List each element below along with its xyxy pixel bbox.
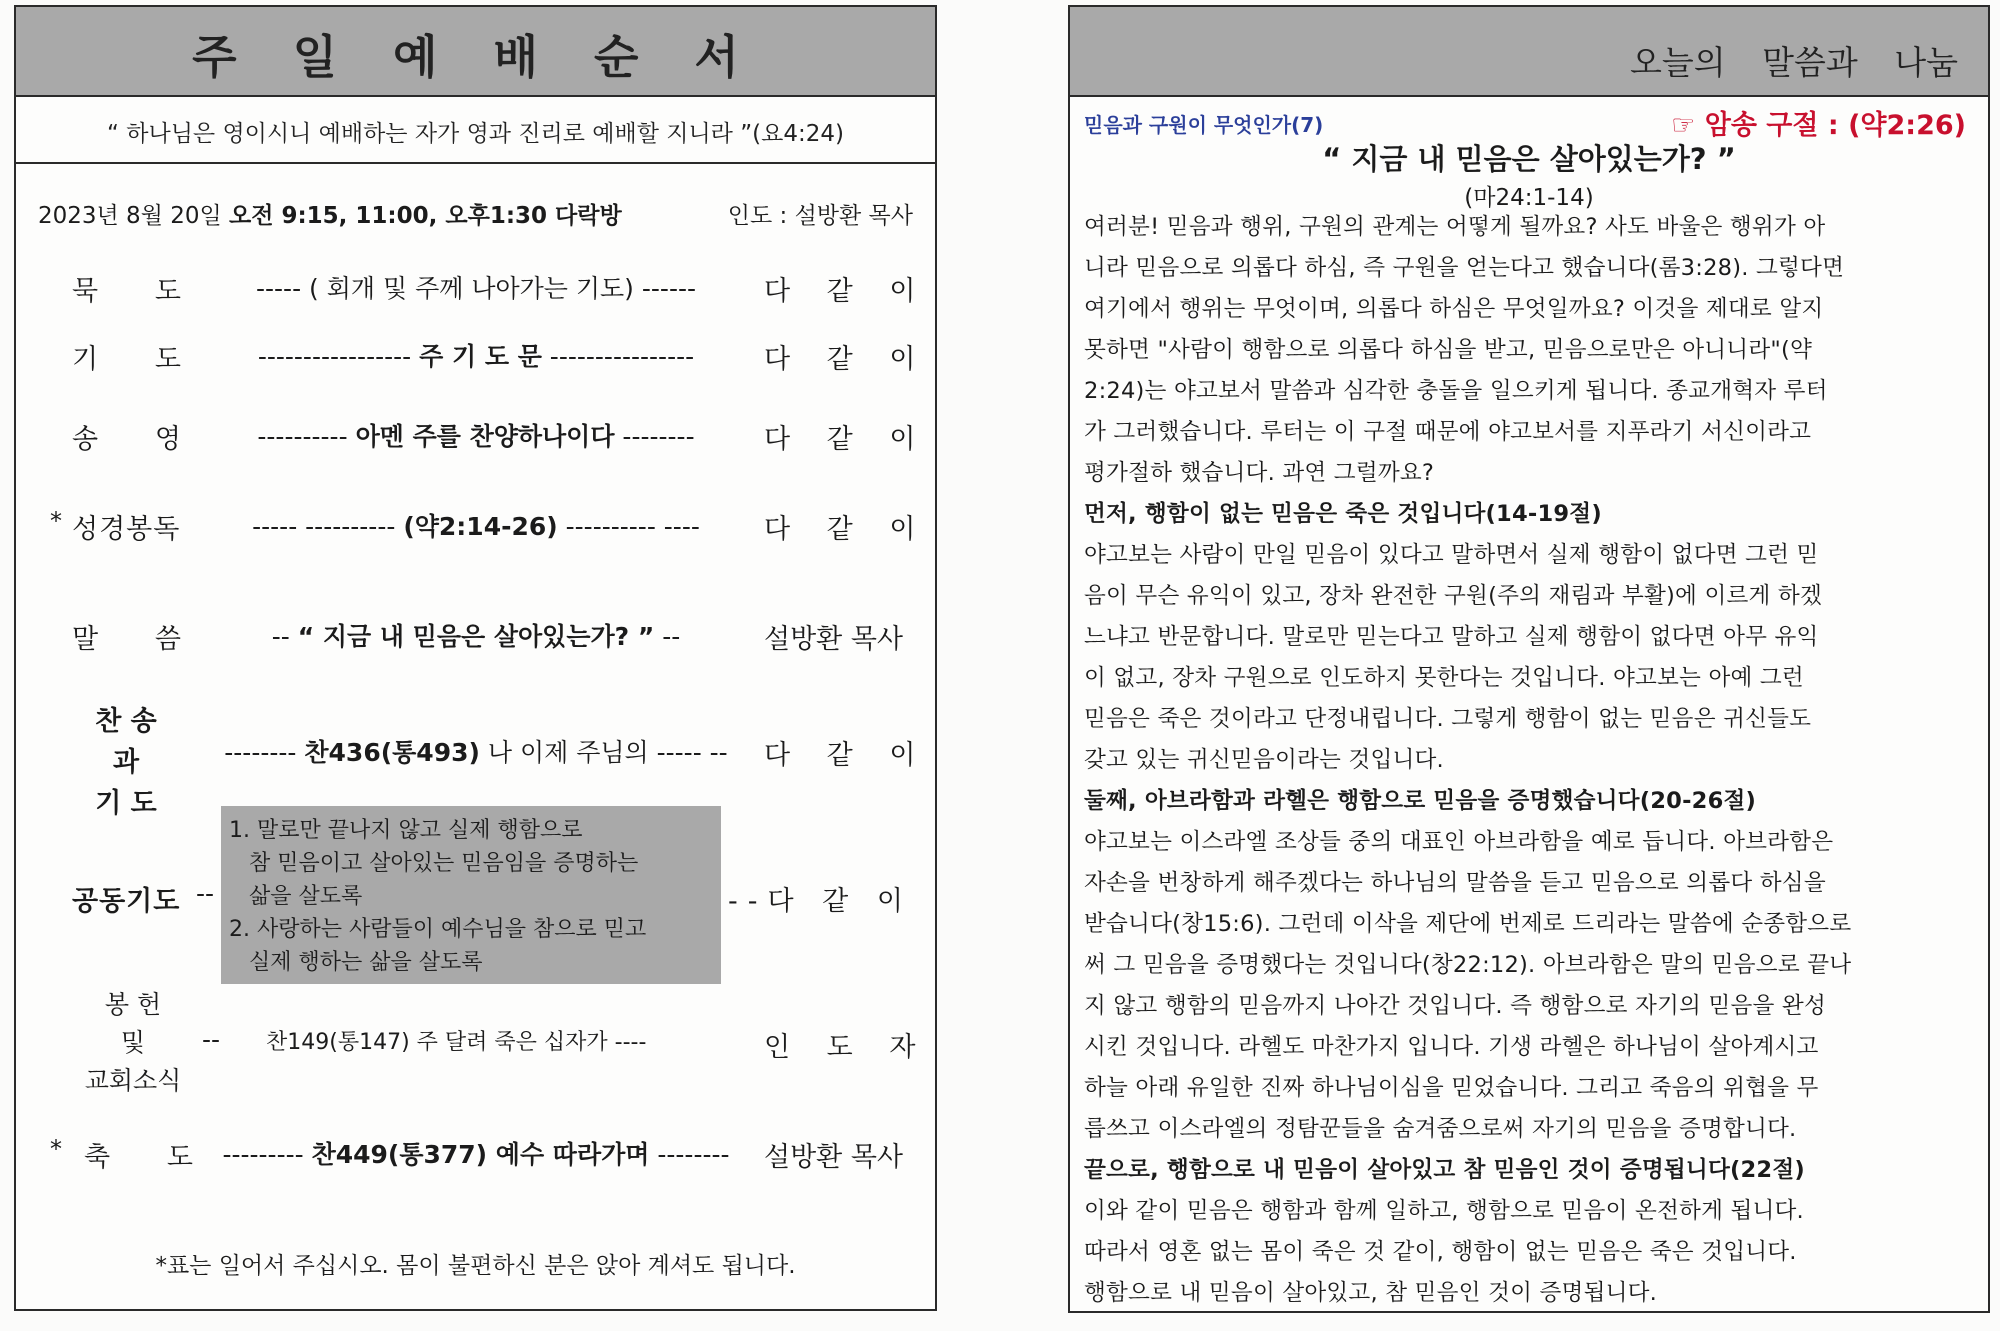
worship-item-offering: [16, 1025, 935, 1065]
item-participants: 다 같 이: [764, 344, 930, 375]
item-detail: ----------------- 주 기 도 문 ----------------: [257, 342, 695, 371]
sermon-body: [1084, 207, 1970, 1314]
item-participants: 인 도 자: [764, 1032, 930, 1063]
body-line: 믿음은 죽은 것이라고 단정내립니다. 그렇게 행함이 없는 믿음은 귀신들도: [1084, 706, 1812, 732]
order-of-worship-panel: [14, 5, 937, 1311]
item-detail: ----- ( 회개 및 주께 나아가는 기도) ------: [255, 274, 697, 303]
body-line: 2:24)는 야고보서 말씀과 심각한 충돌을 일으키게 됩니다. 종교개혁자 루터: [1084, 378, 1828, 404]
item-detail: --------- 찬449(통377) 예수 따라가며 --------: [222, 1140, 730, 1169]
worship-item-hymn: [16, 733, 935, 773]
worship-item-silent-prayer: [16, 269, 935, 309]
item-participants: 다 같 이: [764, 514, 930, 545]
body-line: 니라 믿음으로 의롭다 하심, 즉 구원을 얻는다고 했습니다(롬3:28). 그렇다면: [1084, 255, 1845, 281]
series-tag: 믿음과 구원이 무엇인가(7): [1084, 113, 1324, 137]
section-heading: 먼저, 행함이 없는 믿음은 죽은 것입니다(14-19절): [1084, 501, 1602, 527]
hymn-and-prayer-label: 찬 송 과 기 도: [95, 706, 157, 819]
body-line: 릅쓰고 이스라엘의 정탐꾼들을 숨겨줌으로써 자기의 믿음을 증명합니다.: [1084, 1116, 1797, 1142]
theme-verse: “ 하나님은 영이시니 예배하는 자가 영과 진리로 예배할 지니라 ”(요4:24): [107, 121, 844, 147]
item-label: 기 도: [72, 344, 182, 375]
item-participants: 다 같 이: [764, 276, 930, 307]
item-label: 말 씀: [72, 624, 182, 655]
body-line: 못하면 "사람이 행함으로 의롭다 하심을 받고, 믿음으로만은 아니니라"(약: [1084, 337, 1812, 363]
sermon-title: “ 지금 내 믿음은 살아있는가? ”: [1322, 142, 1736, 176]
item-label: 송 영: [72, 424, 182, 455]
divider: [16, 162, 935, 164]
item-detail: ---------- 아멘 주를 찬양하나이다 --------: [257, 422, 695, 451]
worship-item-scripture-reading: [16, 507, 935, 547]
body-line: 여러분! 믿음과 행위, 구원의 관계는 어떻게 될까요? 사도 바울은 행위가 아: [1084, 214, 1826, 240]
service-leader: 인도 : 설방환 목사: [727, 203, 913, 229]
body-line: 갖고 있는 귀신믿음이라는 것입니다.: [1084, 747, 1444, 773]
body-line: 이 없고, 장차 구원으로 인도하지 못한다는 것입니다. 야고보는 아예 그런: [1084, 665, 1804, 691]
item-detail: ----- ---------- (약2:14-26) ---------- ----: [252, 512, 700, 541]
body-line: 평가절하 했습니다. 과연 그럴까요?: [1084, 460, 1435, 486]
item-participants: 다 같 이: [764, 424, 930, 455]
body-line: 하늘 아래 유일한 진짜 하나님이심을 믿었습니다. 그리고 죽음의 위협을 무: [1084, 1075, 1819, 1101]
section-heading: 둘째, 아브라함과 라헬은 행함으로 믿음을 증명했습니다(20-26절): [1084, 788, 1757, 814]
sermon-section-title: 오늘의 말씀과 나눔: [1629, 43, 1958, 82]
prayer-topic: 참 믿음이고 살아있는 믿음임을 증명하는: [249, 851, 639, 876]
item-participants: 다 같 이: [764, 740, 930, 771]
standing-footnote: *표는 일어서 주십시오. 몸이 불편하신 분은 앉아 계셔도 됩니다.: [155, 1253, 796, 1279]
standing-marker: *: [50, 507, 62, 535]
item-participants: --다 같 이: [728, 886, 913, 917]
item-participants: 설방환 목사: [764, 1142, 903, 1173]
body-line: 가 그러했습니다. 루터는 이 구절 때문에 야고보서를 지푸라기 서신이라고: [1084, 419, 1812, 445]
item-participants: 설방환 목사: [764, 624, 903, 655]
prayer-topic: 삶을 살도록: [249, 884, 363, 909]
item-label: 묵 도: [72, 276, 182, 307]
body-line: 따라서 영혼 없는 몸이 죽은 것 같이, 행함이 없는 믿음은 죽은 것입니다.: [1084, 1239, 1797, 1265]
worship-item-sermon: [16, 617, 935, 657]
service-times: 오전 9:15, 11:00, 오후1:30 다락방: [229, 203, 622, 229]
item-label: 공동기도: [72, 886, 181, 917]
body-line: 행함으로 내 믿음이 살아있고, 참 믿음인 것이 증명됩니다.: [1084, 1280, 1658, 1306]
body-line: 여기에서 행위는 무엇이며, 의롭다 하심은 무엇일까요? 이것을 제대로 알지: [1084, 296, 1824, 322]
section-heading: 끝으로, 행함으로 내 믿음이 살아있고 참 믿음인 것이 증명됩니다(22절): [1084, 1157, 1805, 1183]
body-line: 써 그 믿음을 증명했다는 것입니다(창22:12). 아브라함은 말의 믿음으로 끝나: [1084, 952, 1852, 978]
memory-verse: ☞ 암송 구절 : (약2:26): [1671, 110, 1966, 141]
item-dash: --: [202, 1025, 221, 1054]
prayer-topic: 실제 행하는 삶을 살도록: [249, 950, 483, 975]
body-line: 자손을 번창하게 해주겠다는 하나님의 말씀을 듣고 믿음으로 의롭다 하심을: [1084, 870, 1826, 896]
body-line: 야고보는 이스라엘 조상들 중의 대표인 아브라함을 예로 듭니다. 아브라함은: [1084, 829, 1834, 855]
item-detail: -- “ 지금 내 믿음은 살아있는가? ” --: [271, 622, 681, 651]
item-detail: -------- 찬436(통493) 나 이제 주님의 ----- --: [224, 738, 728, 767]
item-label: 성경봉독: [72, 514, 181, 545]
offering-and-news-label: 봉 헌 및 교회소식: [84, 990, 182, 1095]
worship-item-benediction: [16, 1135, 935, 1175]
prayer-topic: 1. 말로만 끝나지 않고 실제 행함으로: [229, 818, 583, 843]
worship-item-prayer: [16, 337, 935, 377]
body-line: 이와 같이 믿음은 행함과 함께 일하고, 행함으로 믿음이 온전하게 됩니다.: [1084, 1198, 1804, 1224]
item-dash: --: [196, 879, 215, 908]
order-of-worship-title: 주 일 예 배 순 서: [192, 30, 759, 84]
body-line: 야고보는 사람이 만일 믿음이 있다고 말하면서 실제 행함이 없다면 그런 믿: [1084, 542, 1819, 568]
body-line: 받습니다(창15:6). 그런데 이삭을 제단에 번제로 드리라는 말씀에 순종함으로: [1084, 911, 1852, 937]
prayer-topics-box: [221, 806, 721, 984]
worship-item-doxology: [16, 417, 935, 457]
service-date-time: [38, 197, 622, 230]
body-line: 느냐고 반문합니다. 말로만 믿는다고 말하고 실제 행함이 없다면 아무 유익: [1084, 624, 1819, 650]
sermon-notes-panel: [1068, 5, 1990, 1313]
service-date: 2023년 8월 20일: [38, 203, 230, 229]
left-header-band: [16, 7, 935, 97]
body-line: 지 않고 행함의 믿음까지 나아간 것입니다. 즉 행함으로 자기의 믿음을 완성: [1084, 993, 1826, 1019]
sermon-scripture-reference: (마24:1-14): [1464, 185, 1594, 211]
item-label: 축 도: [84, 1142, 194, 1173]
prayer-topic: 2. 사랑하는 사람들이 예수님을 참으로 믿고: [229, 917, 647, 942]
right-header-band: [1070, 7, 1988, 97]
body-line: 음이 무슨 유익이 있고, 장차 완전한 구원(주의 재림과 부활)에 이르게 하겠: [1084, 583, 1822, 609]
item-detail: 찬149(통147) 주 달려 죽은 십자가 ----: [266, 1030, 647, 1055]
body-line: 시킨 것입니다. 라헬도 마찬가지 입니다. 기생 라헬은 하나님이 살아계시고: [1084, 1034, 1819, 1060]
standing-marker: *: [50, 1135, 62, 1163]
